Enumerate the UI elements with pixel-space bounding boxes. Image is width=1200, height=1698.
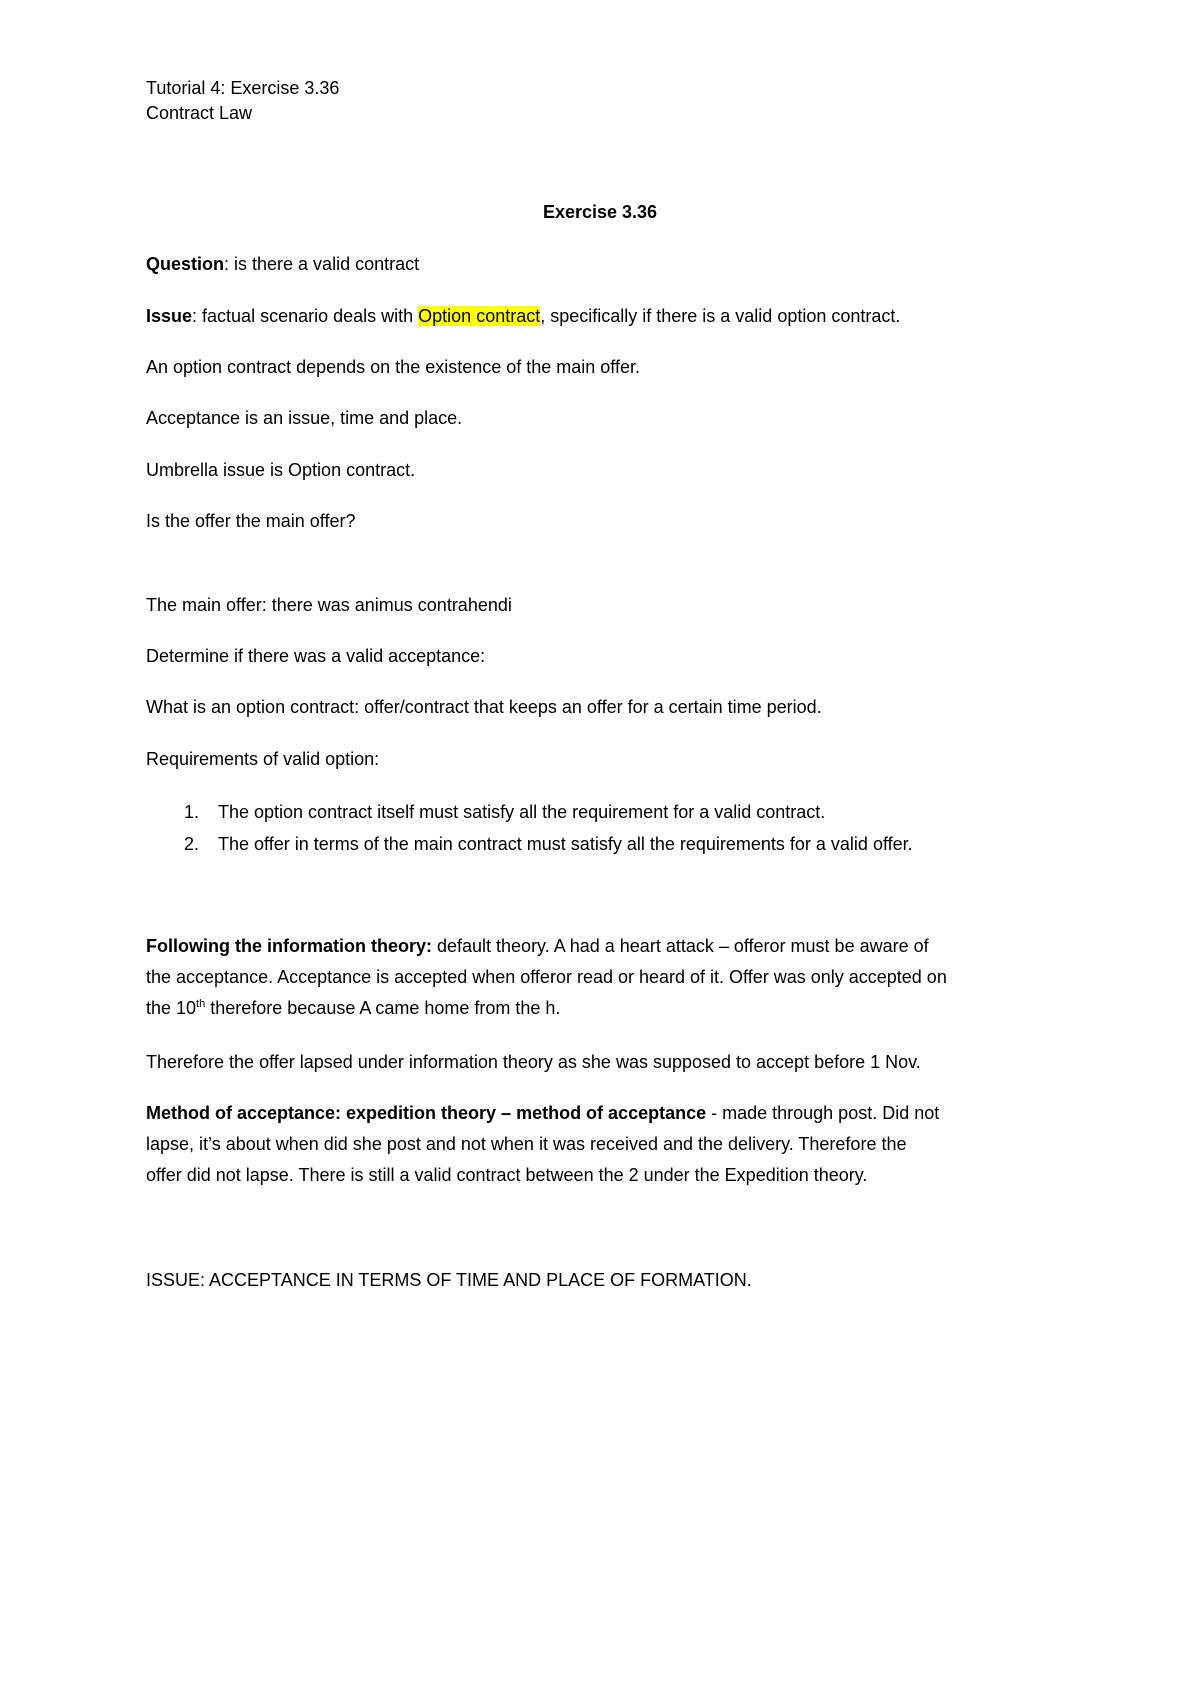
list-item-number: 1. [184, 802, 200, 822]
header-line-1: Tutorial 4: Exercise 3.36 [146, 78, 340, 98]
question-label: Question [146, 254, 225, 274]
list-item [184, 796, 913, 828]
info-theory-line-2: the acceptance. Acceptance is accepted when offeror read or heard of it. Offer was only accepted on [146, 967, 947, 987]
issue-text-before: : factual scenario deals with [192, 306, 419, 326]
info-theory-line-3-after: therefore because A came home from the h. [205, 998, 561, 1018]
issue-label: Issue [146, 306, 193, 326]
question-paragraph [146, 252, 419, 276]
issue-highlight: Option contract [418, 306, 541, 326]
main-offer-paragraph: The main offer: there was animus contrahendi [146, 595, 512, 615]
page-title: Exercise 3.36 [542, 202, 658, 222]
method-line-1 [146, 1101, 939, 1125]
list-item-number: 2. [184, 834, 200, 854]
method-line-3: offer did not lapse. There is still a valid contract between the 2 under the Expedition theory. [146, 1165, 868, 1185]
acceptance-paragraph: Acceptance is an issue, time and place. [146, 408, 463, 428]
method-line-1-rest: - made through post. Did not [706, 1103, 940, 1123]
option-paragraph: An option contract depends on the existence of the main offer. [146, 357, 640, 377]
list-item-text: The option contract itself must satisfy all the requirement for a valid contract. [218, 802, 826, 822]
info-theory-label: Following the information theory: [146, 936, 432, 956]
issue-text-after: , specifically if there is a valid option contract. [540, 306, 901, 326]
what-is-paragraph: What is an option contract: offer/contract that keeps an offer for a certain time period. [146, 697, 822, 717]
info-theory-line-3 [146, 996, 560, 1020]
determine-paragraph: Determine if there was a valid acceptance: [146, 646, 486, 666]
is-offer-paragraph: Is the offer the main offer? [146, 511, 356, 531]
info-theory-line-1-rest: default theory. A had a heart attack – offeror must be aware of [431, 936, 929, 956]
method-line-2: lapse, it’s about when did she post and not when it was received and the delivery. Therefore the [146, 1134, 907, 1154]
header-line-2: Contract Law [146, 103, 253, 123]
method-label: Method of acceptance: expedition theory – method of acceptance [146, 1103, 707, 1123]
list-item [184, 828, 913, 860]
info-theory-line-1 [146, 934, 929, 958]
question-text: : is there a valid contract [224, 254, 420, 274]
info-theory-superscript: th [196, 998, 206, 1010]
requirements-list [184, 796, 913, 860]
issue-paragraph [146, 304, 900, 328]
info-theory-line-3-before: the 10 [146, 998, 197, 1018]
requirements-paragraph: Requirements of valid option: [146, 749, 380, 769]
lapsed-paragraph: Therefore the offer lapsed under information theory as she was supposed to accept before 1 Nov. [146, 1052, 921, 1072]
list-item-text: The offer in terms of the main contract must satisfy all the requirements for a valid offer. [218, 834, 913, 854]
umbrella-paragraph: Umbrella issue is Option contract. [146, 460, 416, 480]
final-issue-paragraph: ISSUE: ACCEPTANCE IN TERMS OF TIME AND PLACE OF FORMATION. [146, 1270, 752, 1290]
